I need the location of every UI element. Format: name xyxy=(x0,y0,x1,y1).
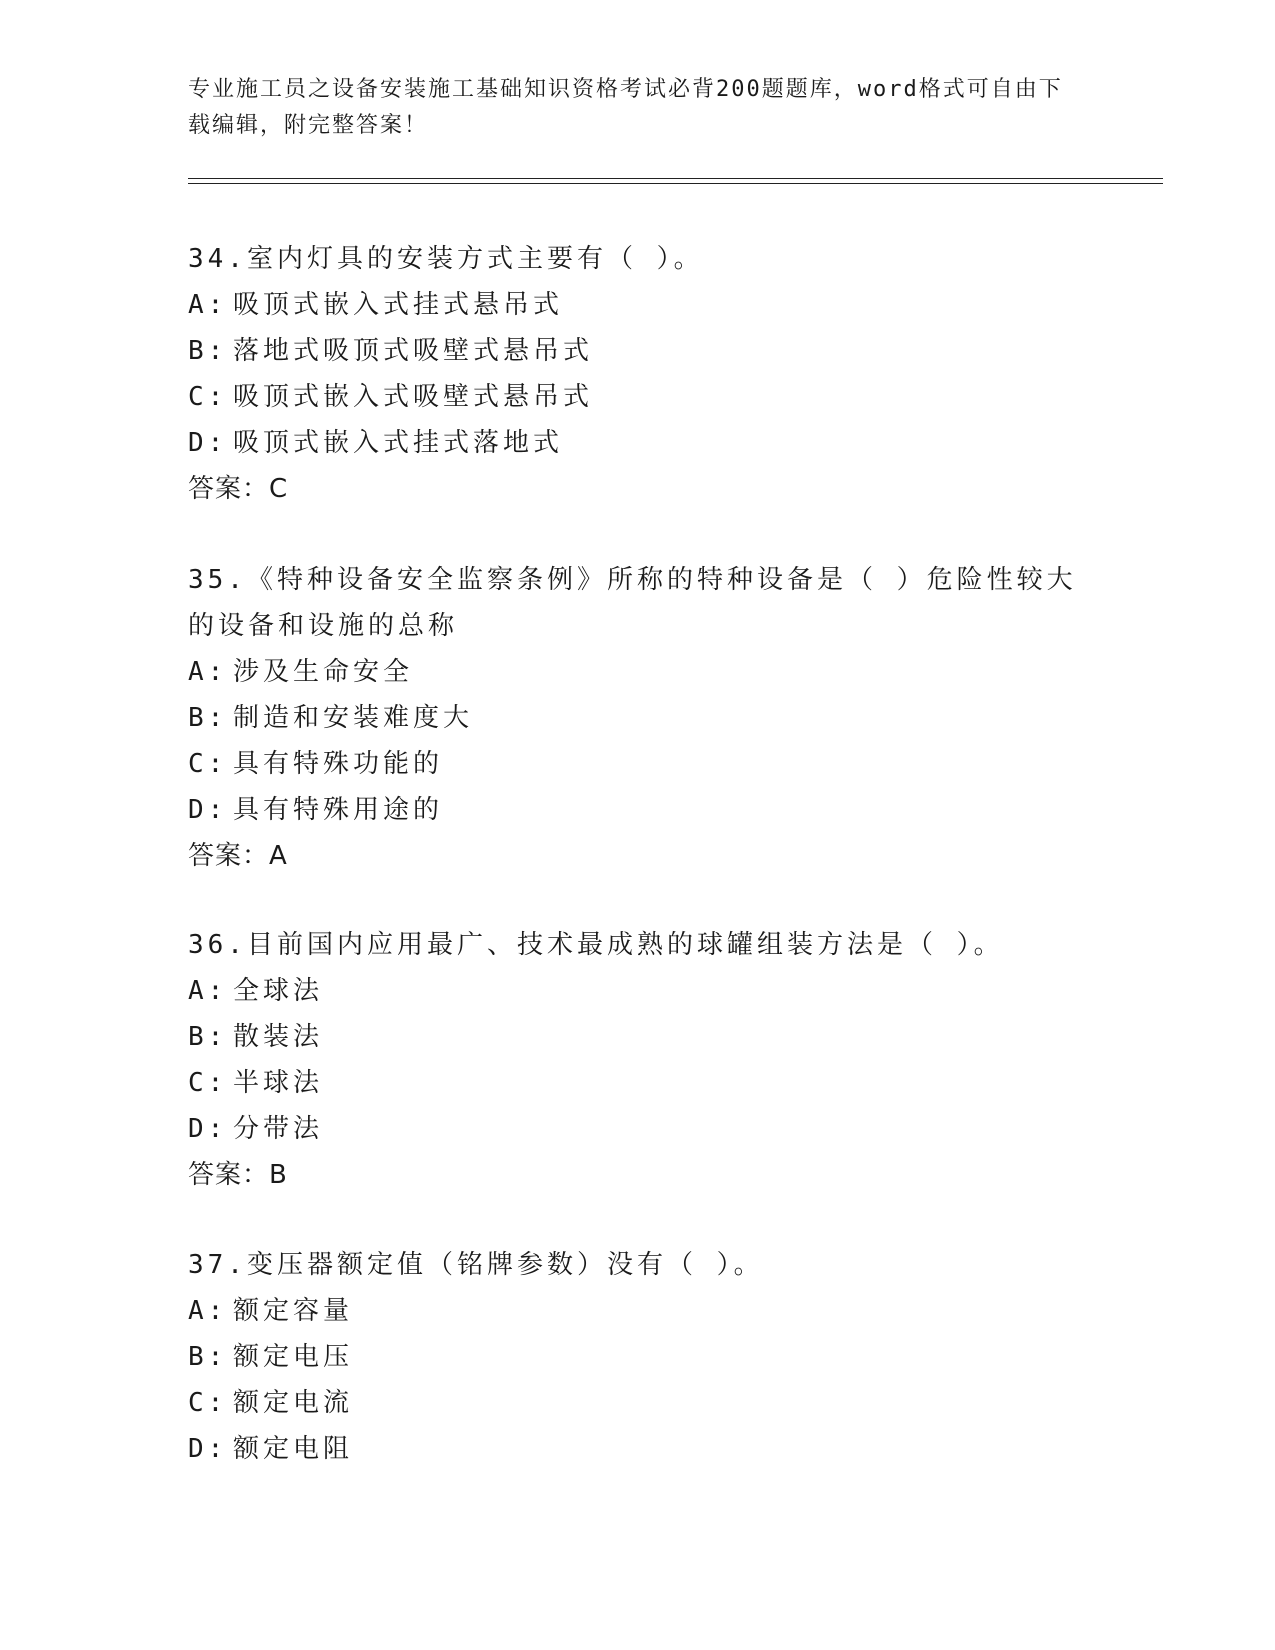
question-stem: 37.变压器额定值（铭牌参数）没有（ ）。 xyxy=(188,1250,764,1280)
option-text: 散装法 xyxy=(233,1022,324,1052)
option-key: A: xyxy=(188,657,228,687)
option-d xyxy=(188,420,1088,466)
option-b xyxy=(188,328,1088,374)
option-text: 额定电压 xyxy=(233,1342,354,1372)
option-key: D: xyxy=(188,1114,228,1144)
option-key: A: xyxy=(188,1296,228,1326)
option-key: B: xyxy=(188,336,228,366)
option-text: 制造和安装难度大 xyxy=(233,703,474,733)
option-c xyxy=(188,1060,1088,1106)
answer-line: 答案：B xyxy=(188,1160,288,1190)
option-key: D: xyxy=(188,795,228,825)
option-d xyxy=(188,1426,1088,1472)
question-36 xyxy=(188,922,1088,1198)
answer-line: 答案：C xyxy=(188,474,289,504)
option-key: C: xyxy=(188,1388,228,1418)
option-key: A: xyxy=(188,976,228,1006)
question-34 xyxy=(188,236,1088,512)
option-b xyxy=(188,695,1088,741)
header-divider-top xyxy=(188,178,1163,179)
option-key: A: xyxy=(188,290,228,320)
option-d xyxy=(188,1106,1088,1152)
question-37 xyxy=(188,1242,1088,1472)
option-a xyxy=(188,968,1088,1014)
option-c xyxy=(188,1380,1088,1426)
option-text: 全球法 xyxy=(233,976,324,1006)
option-a xyxy=(188,282,1088,328)
option-b xyxy=(188,1014,1088,1060)
option-c xyxy=(188,374,1088,420)
option-text: 额定容量 xyxy=(233,1296,354,1326)
option-key: B: xyxy=(188,703,228,733)
option-a xyxy=(188,1288,1088,1334)
option-d xyxy=(188,787,1088,833)
option-text: 额定电阻 xyxy=(233,1434,354,1464)
option-text: 具有特殊用途的 xyxy=(233,795,444,825)
question-stem: 36.目前国内应用最广、技术最成熟的球罐组装方法是（ ）。 xyxy=(188,930,1004,960)
option-key: C: xyxy=(188,1068,228,1098)
option-text: 吸顶式嵌入式吸壁式悬吊式 xyxy=(233,382,594,412)
option-b xyxy=(188,1334,1088,1380)
option-text: 分带法 xyxy=(233,1114,324,1144)
question-stem: 35.《特种设备安全监察条例》所称的特种设备是（ ）危险性较大的设备和设施的总称 xyxy=(188,565,1077,641)
option-key: B: xyxy=(188,1342,228,1372)
document-header: 专业施工员之设备安装施工基础知识资格考试必背200题题库，word格式可自由下载编辑，附完整答案！ xyxy=(188,77,1063,138)
option-a xyxy=(188,649,1088,695)
option-text: 额定电流 xyxy=(233,1388,354,1418)
header-divider-bottom xyxy=(188,183,1163,184)
option-key: C: xyxy=(188,749,228,779)
option-c xyxy=(188,741,1088,787)
option-text: 落地式吸顶式吸壁式悬吊式 xyxy=(233,336,594,366)
question-stem: 34.室内灯具的安装方式主要有（ ）。 xyxy=(188,244,704,274)
option-text: 具有特殊功能的 xyxy=(233,749,444,779)
question-35 xyxy=(188,557,1088,879)
option-text: 涉及生命安全 xyxy=(233,657,414,687)
option-text: 半球法 xyxy=(233,1068,324,1098)
option-key: B: xyxy=(188,1022,228,1052)
option-key: D: xyxy=(188,1434,228,1464)
answer-line: 答案：A xyxy=(188,841,288,871)
option-text: 吸顶式嵌入式挂式悬吊式 xyxy=(233,290,564,320)
option-key: C: xyxy=(188,382,228,412)
option-text: 吸顶式嵌入式挂式落地式 xyxy=(233,428,564,458)
option-key: D: xyxy=(188,428,228,458)
